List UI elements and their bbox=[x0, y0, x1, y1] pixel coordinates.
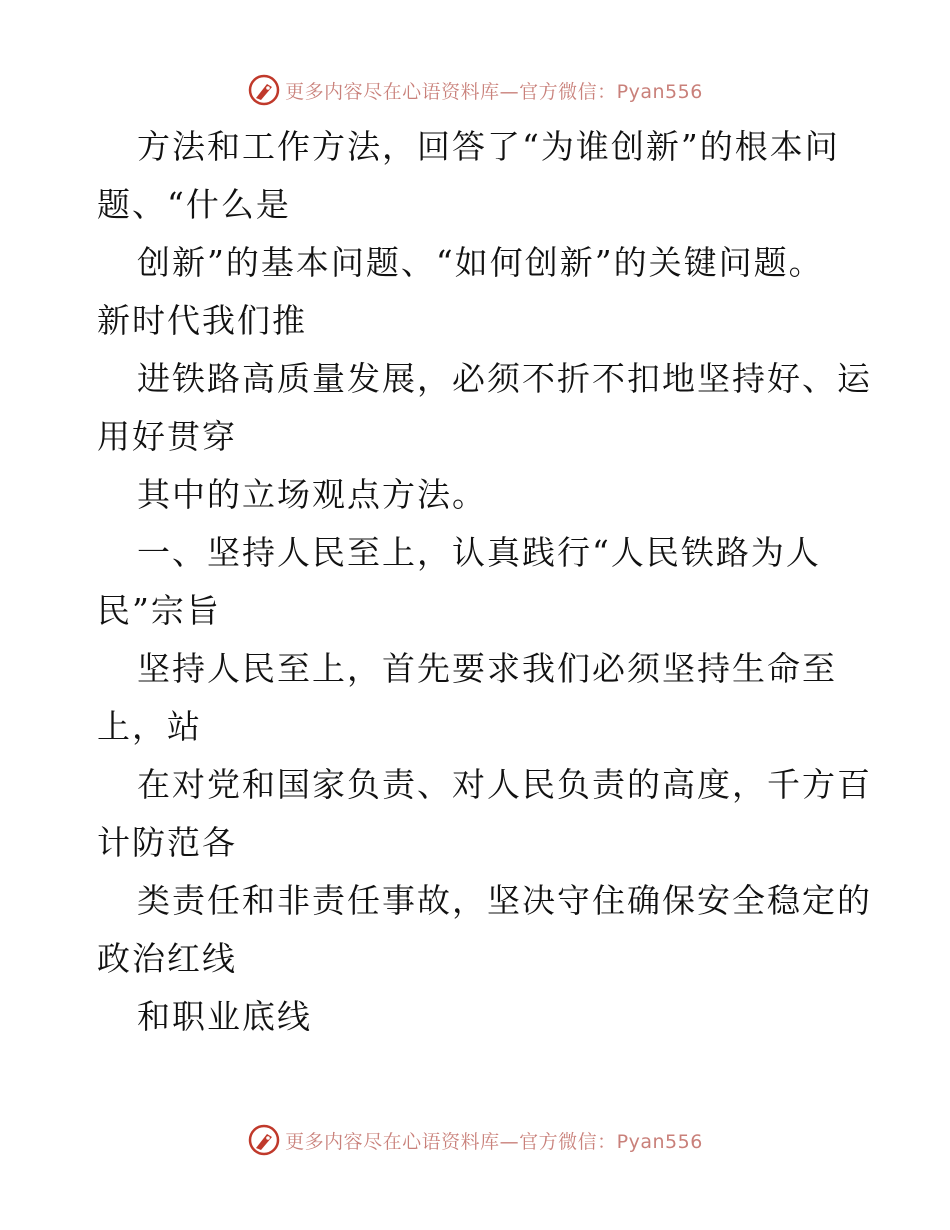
paragraph bbox=[97, 234, 897, 350]
text-line: 类责任和非责任事故，坚决守住确保安全稳定的 bbox=[137, 881, 872, 920]
text-line: 创新”的基本问题、“如何创新”的关键问题。 bbox=[137, 243, 824, 282]
paragraph bbox=[97, 988, 897, 1046]
paragraph bbox=[97, 872, 897, 988]
paragraph bbox=[97, 524, 897, 640]
paragraph bbox=[97, 640, 897, 756]
paragraph bbox=[97, 466, 897, 524]
text-line: 和职业底线 bbox=[137, 997, 312, 1036]
text-line: 坚持人民至上，首先要求我们必须坚持生命至 bbox=[137, 649, 837, 688]
pen-nib-logo-icon bbox=[247, 73, 281, 107]
paragraph bbox=[97, 756, 897, 872]
text-line: 用好贯穿 bbox=[97, 417, 237, 456]
text-line: 计防范各 bbox=[97, 823, 237, 862]
text-line: 政治红线 bbox=[97, 939, 237, 978]
paragraph bbox=[97, 118, 897, 234]
text-line: 题、“什么是 bbox=[97, 185, 291, 224]
text-line: 新时代我们推 bbox=[97, 301, 307, 340]
text-line: 上，站 bbox=[97, 707, 202, 746]
watermark-banner-top bbox=[0, 70, 950, 110]
watermark-text: 更多内容尽在心语资料库—官方微信：Pyan556 bbox=[285, 80, 703, 103]
watermark-text: 更多内容尽在心语资料库—官方微信：Pyan556 bbox=[285, 1130, 703, 1153]
text-line: 方法和工作方法，回答了“为谁创新”的根本问 bbox=[137, 127, 840, 166]
text-line: 其中的立场观点方法。 bbox=[137, 475, 487, 514]
text-line: 一、坚持人民至上，认真践行“人民铁路为人 bbox=[137, 533, 821, 572]
watermark-banner-bottom bbox=[0, 1120, 950, 1160]
text-line: 进铁路高质量发展，必须不折不扣地坚持好、运 bbox=[137, 359, 872, 398]
text-line: 在对党和国家负责、对人民负责的高度，千方百 bbox=[137, 765, 872, 804]
pen-nib-logo-icon bbox=[247, 1123, 281, 1157]
document-body bbox=[97, 118, 897, 1046]
text-line: 民”宗旨 bbox=[97, 591, 221, 630]
paragraph bbox=[97, 350, 897, 466]
